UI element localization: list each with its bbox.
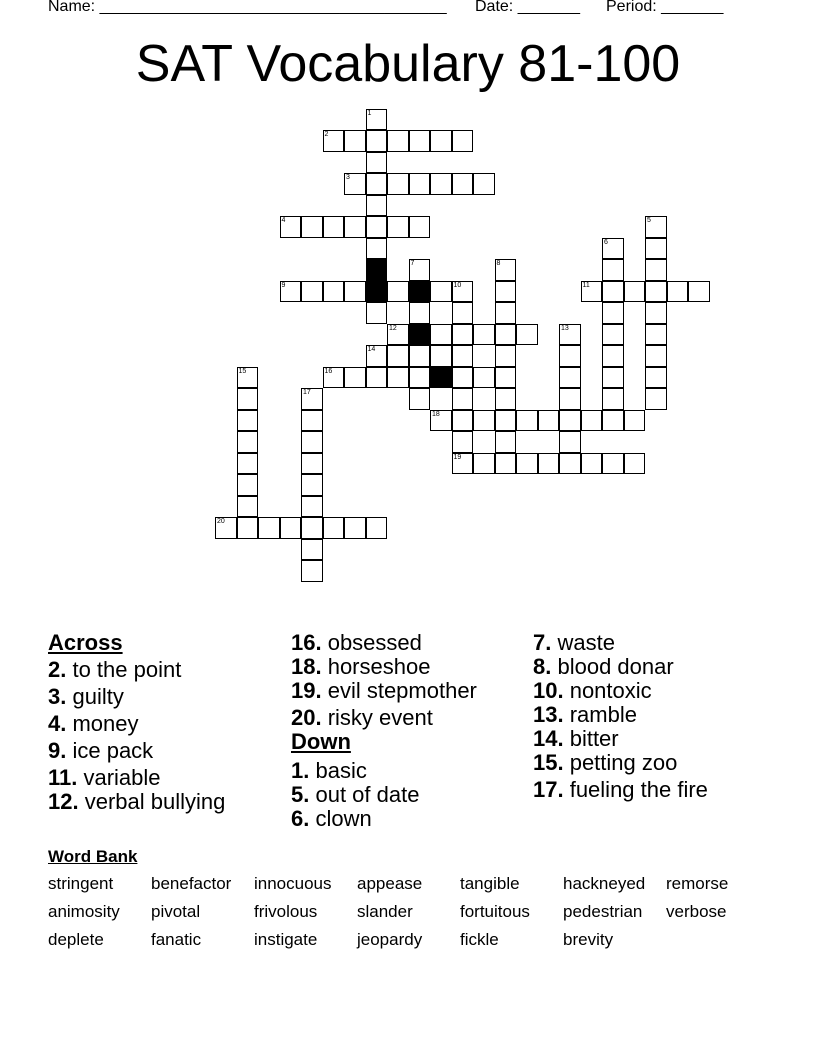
clue-down-14: 14. bitter — [533, 726, 619, 751]
grid-cell[interactable] — [237, 410, 259, 432]
grid-cell[interactable] — [366, 216, 388, 238]
clues-column-2 — [291, 631, 477, 831]
clue-down-1: 1. basic — [291, 758, 367, 783]
grid-cell[interactable] — [237, 496, 259, 518]
grid-cell[interactable] — [430, 345, 452, 367]
word-bank-word: animosity — [48, 902, 120, 921]
word-bank-word: remorse — [666, 874, 729, 893]
grid-cell[interactable] — [366, 345, 388, 367]
grid-cell[interactable] — [387, 345, 409, 367]
word-bank-title: Word Bank — [48, 847, 138, 866]
clue-across-12: 12. verbal bullying — [48, 789, 226, 814]
grid-cell[interactable] — [602, 367, 624, 389]
grid-cell[interactable] — [452, 431, 474, 453]
grid-cell[interactable] — [237, 517, 259, 539]
word-bank-word: pivotal — [151, 902, 201, 921]
grid-cell[interactable] — [430, 410, 452, 432]
grid-block — [366, 281, 388, 303]
grid-cell[interactable] — [645, 281, 667, 303]
grid-cell[interactable] — [473, 173, 495, 195]
grid-cell[interactable] — [387, 281, 409, 303]
grid-cell[interactable] — [323, 216, 345, 238]
grid-cell[interactable] — [409, 388, 431, 410]
grid-cell[interactable] — [473, 453, 495, 475]
word-bank-word: hackneyed — [563, 874, 646, 893]
grid-cell[interactable] — [538, 410, 560, 432]
grid-cell[interactable] — [323, 367, 345, 389]
grid-cell[interactable] — [237, 431, 259, 453]
grid-cell[interactable] — [602, 345, 624, 367]
grid-cell[interactable] — [301, 216, 323, 238]
grid-cell[interactable] — [280, 281, 302, 303]
grid-cell[interactable] — [602, 410, 624, 432]
clue-number: 14 — [367, 346, 376, 353]
grid-cell[interactable] — [559, 324, 581, 346]
grid-block — [430, 367, 452, 389]
grid-cell[interactable] — [645, 388, 667, 410]
grid-cell[interactable] — [366, 152, 388, 174]
word-bank-word: jeopardy — [357, 930, 423, 949]
grid-cell[interactable] — [387, 324, 409, 346]
down-heading: Down — [291, 729, 351, 754]
grid-block — [366, 259, 388, 281]
grid-cell[interactable] — [409, 345, 431, 367]
grid-cell[interactable] — [323, 517, 345, 539]
grid-cell[interactable] — [280, 216, 302, 238]
grid-cell[interactable] — [430, 130, 452, 152]
grid-cell[interactable] — [495, 410, 517, 432]
grid-cell[interactable] — [366, 130, 388, 152]
clue-number: 13 — [561, 324, 569, 332]
name-field[interactable]: Name: _______________________________________ — [48, 0, 447, 15]
grid-cell[interactable] — [452, 345, 474, 367]
grid-cell[interactable] — [237, 453, 259, 475]
grid-cell[interactable] — [366, 517, 388, 539]
grid-cell[interactable] — [452, 453, 474, 475]
grid-cell[interactable] — [624, 410, 646, 432]
grid-cell[interactable] — [344, 367, 366, 389]
grid-cell[interactable] — [301, 388, 323, 410]
grid-cell[interactable] — [559, 345, 581, 367]
word-bank-word: fortuitous — [460, 902, 530, 921]
grid-cell[interactable] — [559, 431, 581, 453]
grid-cell[interactable] — [602, 324, 624, 346]
clue-across-3: 3. guilty — [48, 684, 124, 709]
word-bank-word: frivolous — [254, 902, 318, 921]
grid-cell[interactable] — [602, 281, 624, 303]
grid-cell[interactable] — [602, 259, 624, 281]
grid-cell[interactable] — [495, 453, 517, 475]
grid-cell[interactable] — [602, 388, 624, 410]
clue-number: 6 — [604, 238, 608, 246]
clue-down-7: 7. waste — [533, 630, 615, 655]
grid-cell[interactable] — [301, 496, 323, 518]
grid-cell[interactable] — [387, 130, 409, 152]
grid-cell[interactable] — [473, 324, 495, 346]
grid-cell[interactable] — [645, 259, 667, 281]
grid-cell[interactable] — [366, 238, 388, 260]
grid-cell[interactable] — [688, 281, 710, 303]
grid-cell[interactable] — [387, 216, 409, 238]
grid-cell[interactable] — [344, 216, 366, 238]
grid-cell[interactable] — [559, 453, 581, 475]
clue-number: 7 — [410, 260, 415, 267]
clues-column-3 — [533, 631, 708, 802]
grid-cell[interactable] — [344, 517, 366, 539]
clue-number: 8 — [496, 260, 501, 267]
clue-down-6: 6. clown — [291, 806, 372, 831]
grid-cell[interactable] — [452, 324, 474, 346]
grid-cell[interactable] — [602, 302, 624, 324]
grid-cell[interactable] — [280, 517, 302, 539]
clue-number: 1 — [367, 109, 372, 117]
grid-cell[interactable] — [495, 345, 517, 367]
grid-cell[interactable] — [366, 302, 388, 324]
clue-down-5: 5. out of date — [291, 782, 420, 807]
grid-cell[interactable] — [409, 302, 431, 324]
clue-number: 5 — [647, 217, 651, 224]
grid-cell[interactable] — [452, 173, 474, 195]
grid-cell[interactable] — [581, 453, 603, 475]
grid-cell[interactable] — [301, 431, 323, 453]
grid-block — [409, 281, 431, 303]
clue-number: 16 — [324, 367, 333, 375]
grid-cell[interactable] — [344, 173, 366, 195]
grid-cell[interactable] — [495, 367, 517, 389]
grid-cell[interactable] — [581, 281, 603, 303]
grid-cell[interactable] — [215, 517, 237, 539]
clue-number: 18 — [432, 410, 440, 418]
grid-cell[interactable] — [430, 281, 452, 303]
grid-cell[interactable] — [409, 367, 431, 389]
grid-cell[interactable] — [323, 281, 345, 303]
clue-number: 10 — [453, 281, 462, 289]
grid-cell[interactable] — [452, 302, 474, 324]
grid-cell[interactable] — [559, 388, 581, 410]
grid-cell[interactable] — [301, 517, 323, 539]
grid-cell[interactable] — [452, 410, 474, 432]
grid-block — [409, 324, 431, 346]
grid-cell[interactable] — [366, 367, 388, 389]
clue-down-10: 10. nontoxic — [533, 678, 652, 703]
grid-cell[interactable] — [430, 324, 452, 346]
grid-cell[interactable] — [409, 130, 431, 152]
clue-number: 17 — [303, 389, 311, 396]
grid-cell[interactable] — [301, 410, 323, 432]
clue-number: 3 — [346, 174, 350, 181]
clue-across-19: 19. evil stepmother — [291, 678, 477, 703]
clue-number: 19 — [453, 453, 462, 461]
grid-cell[interactable] — [495, 388, 517, 410]
date-field[interactable]: Date: _______ — [475, 0, 580, 15]
clue-down-13: 13. ramble — [533, 702, 637, 727]
grid-cell[interactable] — [409, 173, 431, 195]
clue-number: 4 — [281, 217, 286, 224]
grid-cell[interactable] — [430, 173, 452, 195]
word-bank-word: verbose — [666, 902, 727, 921]
clue-across-18: 18. horseshoe — [291, 654, 431, 679]
grid-cell[interactable] — [624, 281, 646, 303]
grid-cell[interactable] — [452, 130, 474, 152]
grid-cell[interactable] — [495, 259, 517, 281]
clue-number: 11 — [582, 281, 590, 289]
clue-number: 15 — [238, 367, 247, 375]
grid-cell[interactable] — [473, 410, 495, 432]
word-bank-word: fickle — [460, 930, 499, 949]
grid-cell[interactable] — [495, 302, 517, 324]
period-field[interactable]: Period: _______ — [606, 0, 724, 15]
clue-number: 2 — [324, 131, 329, 138]
word-bank-word: tangible — [460, 874, 520, 893]
grid-cell[interactable] — [624, 453, 646, 475]
page-title: SAT Vocabulary 81-100 — [135, 35, 681, 93]
grid-cell[interactable] — [645, 324, 667, 346]
grid-cell[interactable] — [645, 367, 667, 389]
clue-across-11: 11. variable — [48, 765, 161, 790]
grid-cell[interactable] — [366, 173, 388, 195]
word-bank-word: slander — [357, 902, 413, 921]
word-bank-word: fanatic — [151, 930, 202, 949]
grid-cell[interactable] — [452, 367, 474, 389]
grid-cell[interactable] — [495, 431, 517, 453]
grid-cell[interactable] — [323, 130, 345, 152]
word-bank-word: deplete — [48, 930, 104, 949]
grid-cell[interactable] — [387, 367, 409, 389]
word-bank-word: brevity — [563, 930, 614, 949]
grid-cell[interactable] — [344, 281, 366, 303]
grid-cell[interactable] — [516, 410, 538, 432]
clue-down-8: 8. blood donar — [533, 654, 674, 679]
grid-cell[interactable] — [237, 388, 259, 410]
grid-cell[interactable] — [409, 216, 431, 238]
grid-cell[interactable] — [581, 410, 603, 432]
word-bank-word: pedestrian — [563, 902, 643, 921]
grid-cell[interactable] — [516, 324, 538, 346]
grid-cell[interactable] — [559, 367, 581, 389]
grid-cell[interactable] — [452, 281, 474, 303]
clue-down-17: 17. fueling the fire — [533, 777, 708, 802]
word-bank-word: instigate — [254, 930, 318, 949]
grid-cell[interactable] — [409, 259, 431, 281]
grid-cell[interactable] — [237, 367, 259, 389]
grid-cell[interactable] — [473, 367, 495, 389]
grid-cell[interactable] — [366, 195, 388, 217]
grid-cell[interactable] — [258, 517, 280, 539]
grid-cell[interactable] — [301, 474, 323, 496]
grid-cell[interactable] — [344, 130, 366, 152]
clue-across-4: 4. money — [48, 711, 139, 736]
grid-cell[interactable] — [387, 173, 409, 195]
clue-number: 9 — [281, 281, 286, 289]
grid-cell[interactable] — [301, 453, 323, 475]
grid-cell[interactable] — [301, 539, 323, 561]
grid-cell[interactable] — [559, 410, 581, 432]
clue-across-2: 2. to the point — [48, 657, 182, 682]
clue-across-9: 9. ice pack — [48, 738, 154, 763]
grid-cell[interactable] — [645, 345, 667, 367]
grid-cell[interactable] — [495, 324, 517, 346]
grid-cell[interactable] — [237, 474, 259, 496]
grid-cell[interactable] — [645, 302, 667, 324]
grid-cell[interactable] — [645, 238, 667, 260]
grid-cell[interactable] — [366, 109, 388, 131]
word-bank-word: appease — [357, 874, 423, 893]
grid-cell[interactable] — [602, 238, 624, 260]
clues-column-1 — [48, 631, 225, 814]
across-heading: Across — [48, 630, 123, 655]
clue-across-20: 20. risky event — [291, 705, 433, 730]
grid-cell[interactable] — [667, 281, 689, 303]
word-bank-word: innocuous — [254, 874, 332, 893]
clue-number: 12 — [389, 324, 397, 332]
grid-cell[interactable] — [495, 281, 517, 303]
word-bank-word: benefactor — [151, 874, 232, 893]
grid-cell[interactable] — [301, 281, 323, 303]
grid-cell[interactable] — [602, 453, 624, 475]
clue-across-16: 16. obsessed — [291, 630, 422, 655]
clue-number: 20 — [217, 518, 225, 525]
word-bank-word: stringent — [48, 874, 114, 893]
grid-cell[interactable] — [452, 388, 474, 410]
grid-cell[interactable] — [301, 560, 323, 582]
clue-down-15: 15. petting zoo — [533, 750, 678, 775]
grid-cell[interactable] — [538, 453, 560, 475]
grid-cell[interactable] — [645, 216, 667, 238]
grid-cell[interactable] — [516, 453, 538, 475]
